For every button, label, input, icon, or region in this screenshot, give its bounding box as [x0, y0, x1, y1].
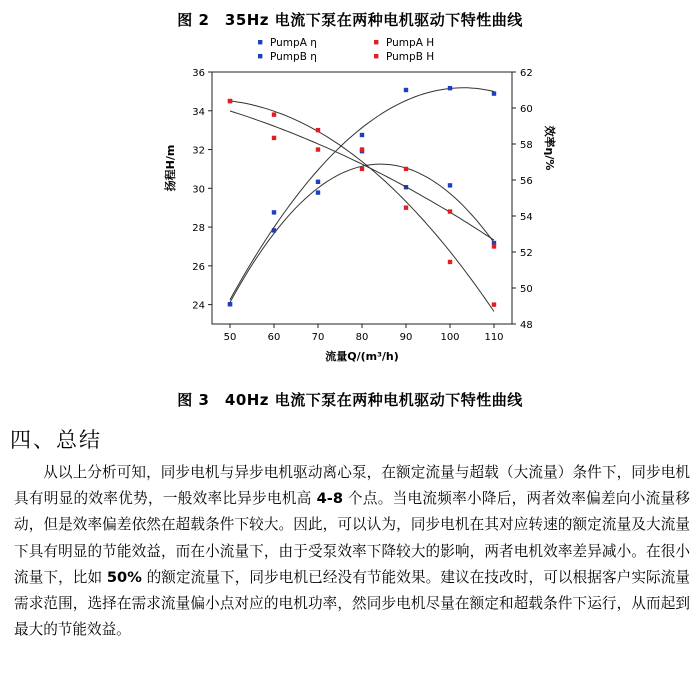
- x-tick-label: 90: [399, 332, 413, 343]
- x-tick-label: 70: [311, 332, 325, 343]
- legend-marker: [374, 54, 378, 58]
- y-right-axis-label: 效率η/%: [543, 125, 556, 171]
- y-right-tick-label: 58: [520, 140, 533, 151]
- data-point: [228, 302, 232, 306]
- y-right-tick-label: 56: [520, 176, 533, 187]
- paragraph-text-3: 的额定流量下，同步电机已经没有节能效果。建议在技改时，可以根据客户实际流量需求范围，选择在需求流量偏小点对应的电机功率，然同步电机尽量在额定和超载条件下运行，从而起到最大的节能效益。: [14, 568, 691, 639]
- data-point: [404, 167, 408, 171]
- paragraph-text-2: 个点。当电流频率小降后，两者效率偏差向小流量移动，但是效率偏差依然在超载条件下较大。因此，可以认为，同步电机在其对应转速的额定流量及大流量下具有明显的节能效益，而在小流量下，由于受泵效率下降较大的影响，两者电机效率差异减小。在很小流量下，比如: [14, 490, 690, 586]
- y-left-tick-label: 26: [192, 261, 205, 273]
- x-tick-label: 60: [267, 332, 281, 343]
- fit-curve-1: [230, 111, 494, 240]
- y-left-tick-label: 32: [192, 145, 205, 157]
- y-left-tick-label: 36: [192, 68, 205, 79]
- data-point: [492, 244, 496, 248]
- data-point: [228, 99, 232, 103]
- data-point: [360, 147, 364, 151]
- y-right-tick-label: 62: [520, 68, 533, 79]
- figure-caption-2: 图 2 35Hz 电流下泵在两种电机驱动下特性曲线: [177, 11, 523, 29]
- fit-curve-3: [230, 101, 494, 312]
- y-left-axis-label: 扬程H/m: [164, 144, 177, 192]
- data-point: [448, 260, 452, 264]
- legend-marker: [258, 40, 262, 44]
- characteristic-curve-chart: [150, 34, 556, 374]
- data-point: [448, 209, 452, 213]
- paragraph-bold-1: 4-8: [316, 490, 343, 508]
- legend-label: PumpB H: [386, 51, 435, 63]
- x-tick-label: 80: [355, 332, 369, 343]
- x-axis-label: 流量Q/(m³/h): [325, 350, 399, 363]
- data-point: [360, 133, 364, 137]
- data-point: [272, 210, 276, 214]
- legend-label: PumpA η: [270, 37, 317, 49]
- plot-frame: [212, 72, 512, 324]
- x-tick-label: 110: [484, 332, 504, 343]
- data-point: [448, 183, 452, 187]
- y-left-tick-label: 28: [192, 223, 205, 235]
- x-tick-label: 50: [223, 332, 237, 343]
- y-left-tick-label: 24: [192, 300, 205, 312]
- legend-marker: [374, 40, 378, 44]
- data-point: [316, 190, 320, 194]
- y-right-tick-label: 54: [520, 212, 533, 223]
- data-point: [272, 112, 276, 116]
- y-right-tick-label: 60: [520, 104, 533, 115]
- figure-caption-3: 图 3 40Hz 电流下泵在两种电机驱动下特性曲线: [177, 391, 523, 409]
- data-point: [492, 91, 496, 95]
- y-right-tick-label: 52: [520, 248, 533, 259]
- y-right-tick-label: 48: [520, 320, 533, 331]
- data-point: [272, 136, 276, 140]
- data-point: [316, 180, 320, 184]
- summary-paragraph: [14, 460, 690, 643]
- y-left-tick-label: 30: [192, 184, 205, 196]
- data-point: [360, 167, 364, 171]
- data-point: [492, 302, 496, 306]
- data-point: [316, 128, 320, 132]
- y-left-tick-label: 34: [192, 106, 205, 118]
- fit-curve-2: [230, 88, 494, 300]
- paragraph-bold-2: 50%: [106, 568, 142, 586]
- x-tick-label: 100: [440, 332, 460, 343]
- paragraph-text-1: 从以上分析可知，同步电机与异步电机驱动离心泵，在额定流量与超载（大流量）条件下，同步电机具有明显的效率优势，一般效率比异步电机高: [14, 464, 690, 508]
- data-point: [404, 88, 408, 92]
- data-point: [404, 205, 408, 209]
- section-title: 四、总结: [10, 428, 102, 452]
- legend-label: PumpB η: [270, 51, 317, 63]
- data-point: [316, 147, 320, 151]
- data-point: [448, 86, 452, 90]
- legend-label: PumpA H: [386, 37, 435, 49]
- y-right-tick-label: 50: [520, 284, 533, 295]
- legend-marker: [258, 54, 262, 58]
